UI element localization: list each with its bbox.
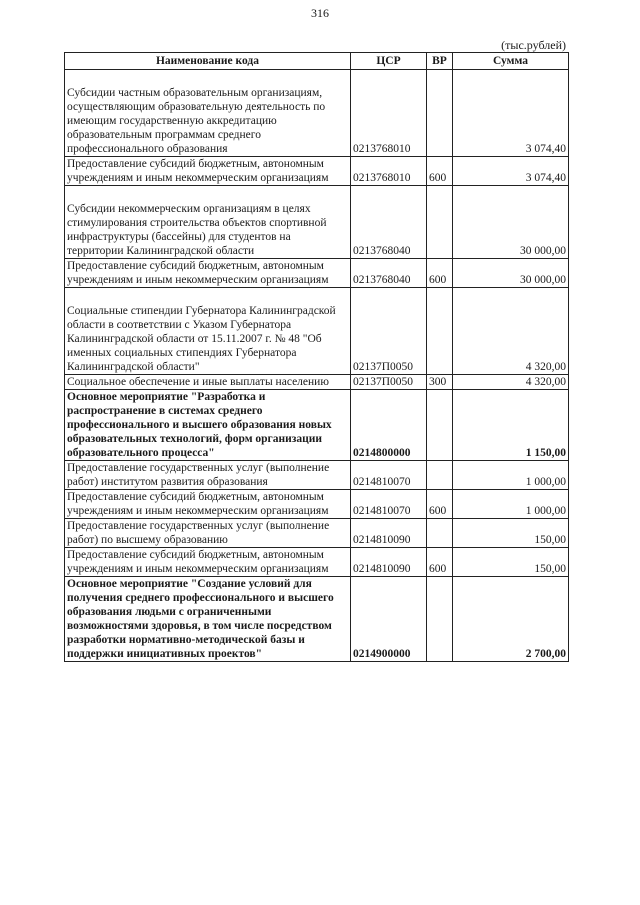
row-name: Социальные стипендии Губернатора Калининградской области в соответствии с Указом Губернатора Калининградской области от 15.11.2007 г. № 48 "Об именных социальных стипендиях Губернатора Калининградской области" [65,288,351,375]
row-csr: 0214810090 [351,548,427,577]
row-csr: 0214800000 [351,390,427,461]
row-name: Предоставление субсидий бюджетным, автономным учреждениям и иным некоммерческим организациям [65,157,351,186]
row-sum: 150,00 [453,548,569,577]
row-csr: 0214810090 [351,519,427,548]
row-name: Предоставление государственных услуг (выполнение работ) институтом развития образования [65,461,351,490]
row-csr: 02137П0050 [351,288,427,375]
budget-table [64,52,569,662]
header-csr: ЦСР [351,53,427,70]
row-vr: 600 [427,157,453,186]
row-name: Социальное обеспечение и иные выплаты населению [65,375,351,390]
row-sum: 1 000,00 [453,461,569,490]
page-number: 316 [311,6,329,20]
row-name: Основное мероприятие "Создание условий для получения среднего профессионального и высшего образования людьми с ограниченными возможностями здоровья, в том числе посредством разработки нормативно-методической базы и поддержки инициативных проектов" [65,577,351,662]
row-name: Предоставление субсидий бюджетным, автономным учреждениям и иным некоммерческим организациям [65,490,351,519]
table-row [65,70,569,157]
row-sum: 4 320,00 [453,375,569,390]
row-sum: 3 074,40 [453,157,569,186]
row-vr: 300 [427,375,453,390]
row-vr [427,461,453,490]
row-sum: 30 000,00 [453,186,569,259]
row-sum: 4 320,00 [453,288,569,375]
row-sum: 2 700,00 [453,577,569,662]
table-row [65,577,569,662]
header-sum: Сумма [453,53,569,70]
row-csr: 0213768010 [351,157,427,186]
row-name: Предоставление государственных услуг (выполнение работ) по высшему образованию [65,519,351,548]
row-sum: 1 150,00 [453,390,569,461]
row-vr [427,390,453,461]
row-vr: 600 [427,548,453,577]
row-sum: 1 000,00 [453,490,569,519]
table-row [65,461,569,490]
row-csr: 0214900000 [351,577,427,662]
row-name: Предоставление субсидий бюджетным, автономным учреждениям и иным некоммерческим организациям [65,548,351,577]
row-csr: 0213768010 [351,70,427,157]
row-sum: 30 000,00 [453,259,569,288]
row-csr: 0213768040 [351,186,427,259]
row-vr [427,577,453,662]
row-vr [427,288,453,375]
table-row [65,519,569,548]
row-vr [427,70,453,157]
table-row [65,490,569,519]
row-csr: 0214810070 [351,490,427,519]
table-row [65,186,569,259]
table-row [65,548,569,577]
row-csr: 0214810070 [351,461,427,490]
units-label: (тыс.рублей) [501,38,566,52]
row-vr [427,519,453,548]
header-vr: ВР [427,53,453,70]
table-header-row [65,53,569,70]
table-body [65,70,569,662]
row-csr: 02137П0050 [351,375,427,390]
row-name: Субсидии некоммерческим организациям в целях стимулирования строительства объектов спортивной инфраструктуры (бассейны) для студентов на территории Калининградской области [65,186,351,259]
header-name: Наименование кода [65,53,351,70]
table-row [65,375,569,390]
row-name: Субсидии частным образовательным организациям, осуществляющим образовательную деятельность по имеющим государственную аккредитацию образовательным программам среднего профессионального образования [65,70,351,157]
row-vr [427,186,453,259]
row-sum: 150,00 [453,519,569,548]
row-name: Предоставление субсидий бюджетным, автономным учреждениям и иным некоммерческим организациям [65,259,351,288]
row-vr: 600 [427,490,453,519]
table-row [65,259,569,288]
row-vr: 600 [427,259,453,288]
table-row [65,390,569,461]
row-csr: 0213768040 [351,259,427,288]
row-name: Основное мероприятие "Разработка и распространение в системах среднего профессионального и высшего образования новых образовательных технологий, форм организации образовательного процесса" [65,390,351,461]
row-sum: 3 074,40 [453,70,569,157]
table-row [65,157,569,186]
table-row [65,288,569,375]
